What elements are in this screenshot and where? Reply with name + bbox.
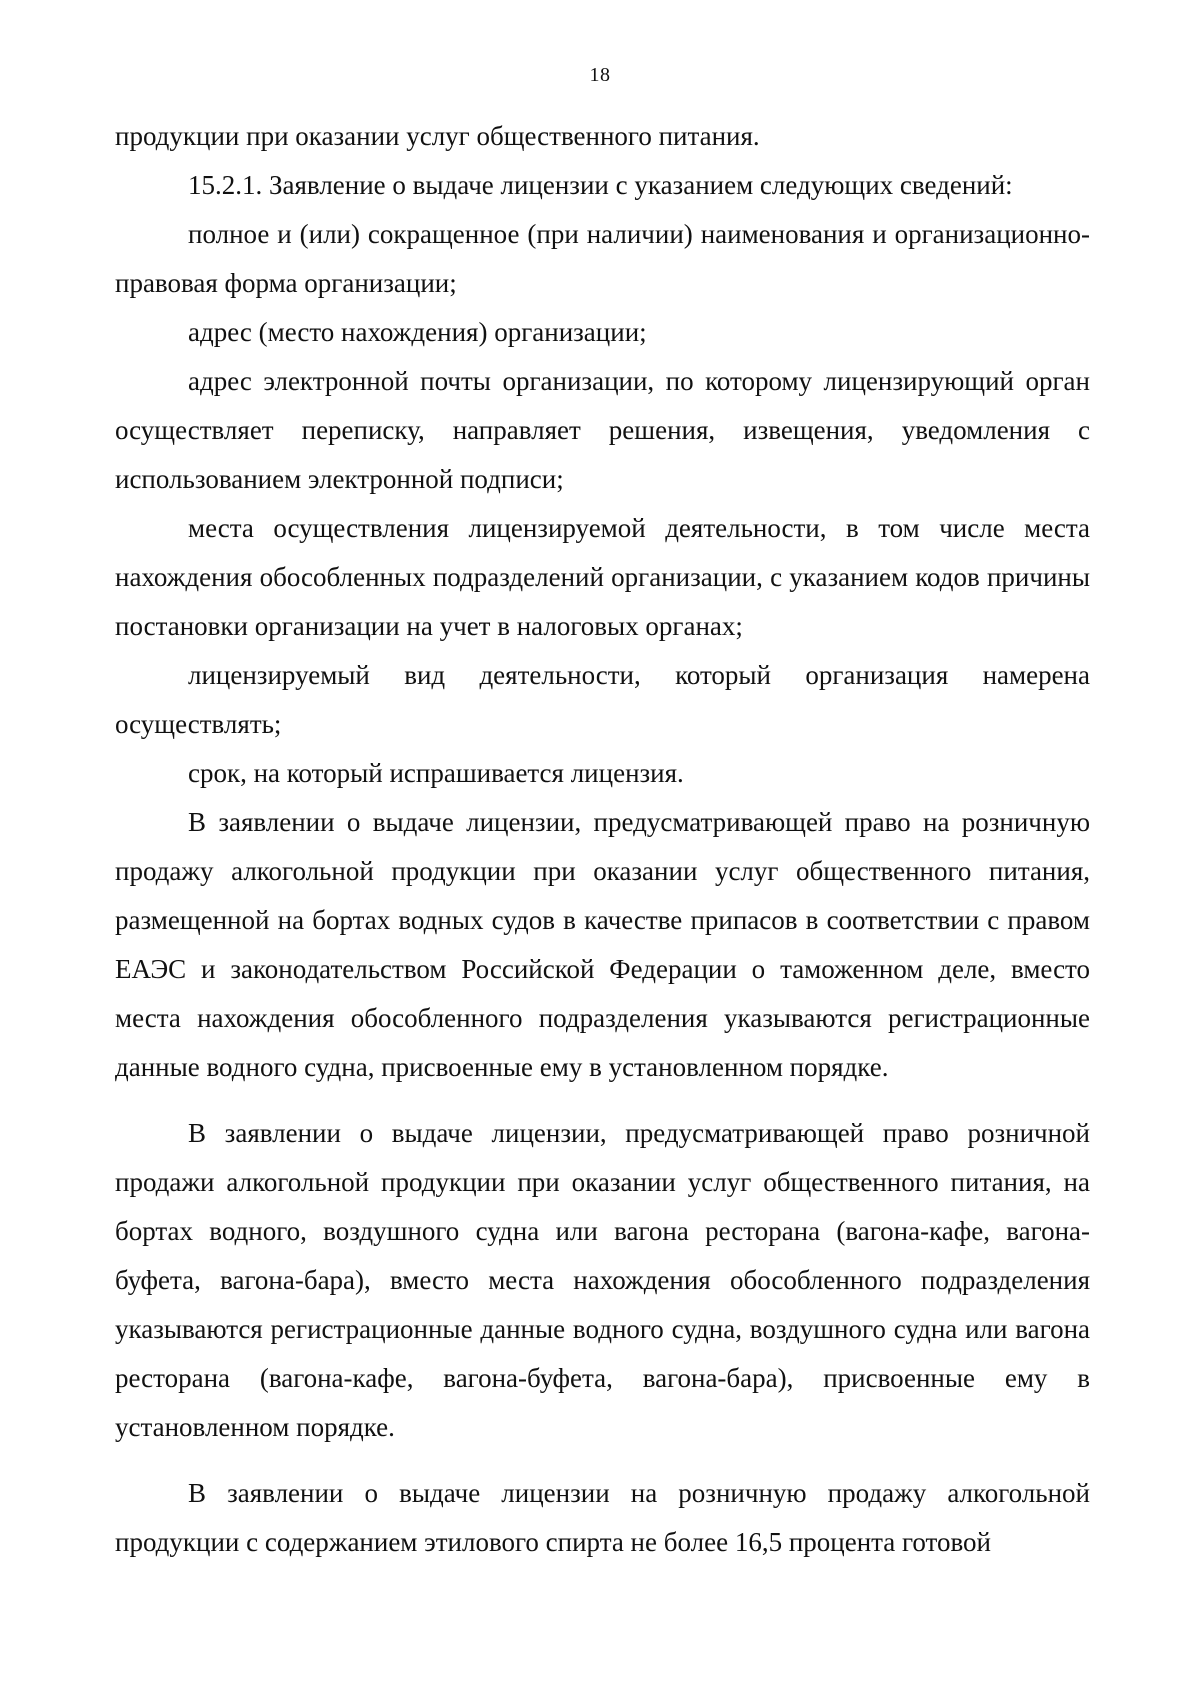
paragraph-water-vessels: В заявлении о выдаче лицензии, предусматривающей право на розничную продажу алкогольной продукции при оказании услуг общественного питания, размещенной на бортах водных судов в качестве припасов в соответствии с правом ЕАЭС и законодательством Российской Федерации о таможенном деле, вместо места нахождения обособленного подразделения указываются регистрационные данные водного судна, присвоенные ему в установленном порядке. — [115, 807, 1090, 1082]
paragraph-continuation: продукции при оказании услуг общественного питания. — [115, 121, 760, 151]
document-body — [115, 112, 1090, 1567]
paragraph-ethyl-alcohol: В заявлении о выдаче лицензии на розничную продажу алкогольной продукции с содержанием этилового спирта не более 16,5 процента готовой — [115, 1478, 1090, 1557]
paragraph-org-name: полное и (или) сокращенное (при наличии) наименования и организационно-правовая форма организации; — [115, 219, 1090, 298]
paragraph-activity-type: лицензируемый вид деятельности, который организация намерена осуществлять; — [115, 660, 1090, 739]
paragraph-email: адрес электронной почты организации, по которому лицензирующий орган осуществляет переписку, направляет решения, извещения, уведомления с использованием электронной подписи; — [115, 366, 1090, 494]
page-number: 18 — [589, 64, 611, 86]
paragraph-org-address: адрес (место нахождения) организации; — [188, 317, 647, 347]
paragraph-activity-places: места осуществления лицензируемой деятельности, в том числе места нахождения обособленных подразделений организации, с указанием кодов причины постановки организации на учет в налоговых органах; — [115, 513, 1090, 641]
paragraph-vessels-aircraft-wagons: В заявлении о выдаче лицензии, предусматривающей право розничной продажи алкогольной продукции при оказании услуг общественного питания, на бортах водного, воздушного судна или вагона ресторана (вагона-кафе, вагона-буфета, вагона-бара), вместо места нахождения обособленного подразделения указываются регистрационные данные водного судна, воздушного судна или вагона ресторана (вагона-кафе, вагона-буфета, вагона-бара), присвоенные ему в установленном порядке. — [115, 1118, 1090, 1442]
paragraph-clause-15-2-1: 15.2.1. Заявление о выдаче лицензии с указанием следующих сведений: — [188, 170, 1013, 200]
paragraph-license-term: срок, на который испрашивается лицензия. — [188, 758, 684, 788]
